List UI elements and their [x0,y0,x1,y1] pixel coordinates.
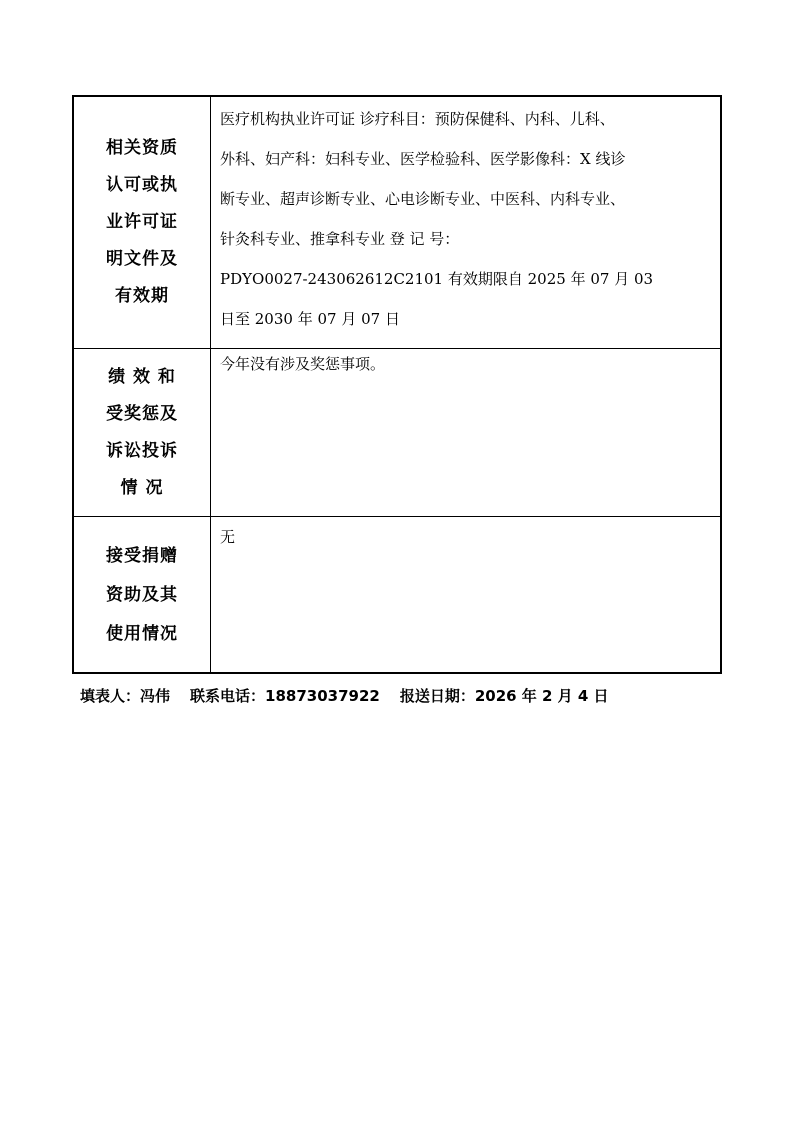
row-content-donations [211,517,720,674]
row-label-line: 资助及其 [106,585,178,605]
content-line: 外科、妇产科：妇科专业、医学检验科、医学影像科：X 线诊 [220,150,626,168]
row-label-line: 绩 效 和 [108,366,176,387]
row-content-qualifications [211,97,720,348]
row-label-line: 有效期 [115,286,169,306]
content-line: 医疗机构执业许可证 诊疗科目：预防保健科、内科、儿科、 [220,110,615,128]
footer-spacer [170,686,190,706]
row-label-line: 业许可证 [106,212,178,232]
content-line: PDYO0027-243062612C2101 有效期限自 2025 年 07 月 03 [220,270,654,288]
form-footer [80,686,609,706]
filler-name: 填表人：冯伟 [80,687,171,705]
footer-spacer [380,686,400,706]
report-date: 报送日期：2026 年 2 月 4 日 [399,687,609,705]
table-row-qualifications [74,97,720,349]
content-line: 断专业、超声诊断专业、心电诊断专业、中医科、内科专业、 [220,190,626,208]
row-label-line: 诉讼投诉 [106,440,178,461]
row-label-line: 接受捐赠 [106,546,178,566]
table-row-donations [74,517,720,674]
contact-phone: 联系电话：18873037922 [190,687,380,705]
row-label-qualifications [74,97,211,348]
row-label-line: 明文件及 [106,249,178,269]
info-table [72,95,722,674]
row-label-line: 受奖惩及 [106,403,178,424]
content-line: 针灸科专业、推拿科专业 登 记 号： [220,230,460,248]
content-line: 今年没有涉及奖惩事项。 [220,355,386,373]
row-label-line: 认可或执 [106,175,178,195]
row-label-line: 相关资质 [106,138,178,158]
row-label-performance [74,349,211,516]
content-line: 无 [220,528,236,546]
content-line: 日至 2030 年 07 月 07 日 [220,310,400,328]
row-label-line: 使用情况 [106,624,178,644]
row-label-line: 情 况 [120,477,164,498]
row-content-performance [211,349,720,516]
row-label-donations [74,517,211,674]
table-row-performance [74,349,720,517]
